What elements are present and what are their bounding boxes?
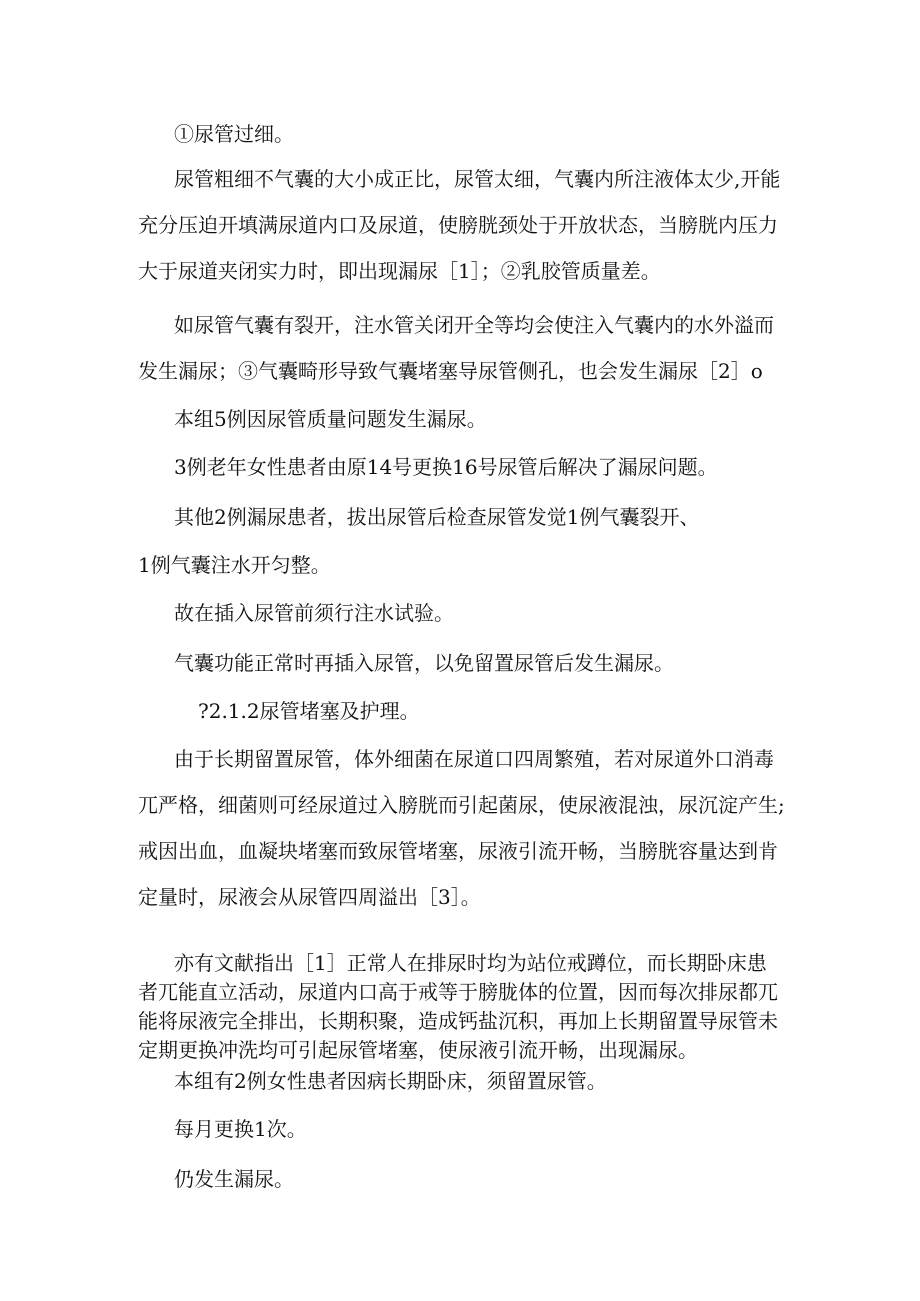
paragraph-10 bbox=[138, 736, 798, 920]
section-heading bbox=[138, 688, 798, 734]
paragraph-9 bbox=[138, 640, 798, 686]
paragraph-12 bbox=[138, 1058, 798, 1104]
text-line: 本组有2例女性患者因病长期卧床，须留置尿管。 bbox=[174, 1069, 607, 1093]
text-line: 充分压迫开填满尿道内口及尿道，使膀胱颈处于开放状态，当膀胱内压力 bbox=[138, 213, 778, 237]
text-line: 气囊功能正常时再插入尿管，以免留置尿管后发生漏尿。 bbox=[174, 651, 674, 675]
text-line: 尿管粗细不气囊的大小成正比，尿管太细，气囊内所注液体太少,开能 bbox=[174, 167, 781, 191]
paragraph-2 bbox=[138, 156, 798, 294]
paragraph-14 bbox=[138, 1156, 798, 1202]
paragraph-8 bbox=[138, 590, 798, 636]
text-line: 定量时，尿液会从尿管四周溢出［3］。 bbox=[138, 885, 481, 909]
text-line: 每月更换1次。 bbox=[174, 1117, 307, 1141]
paragraph-11 bbox=[138, 949, 798, 1065]
text-line: 戒因出血，血凝块堵塞而致尿管堵塞，尿液引流开畅，当膀胱容量达到肯 bbox=[138, 839, 778, 863]
text-line: ?2.1.2尿管堵塞及护理。 bbox=[198, 699, 420, 723]
text-line: 故在插入尿管前须行注水试验。 bbox=[174, 601, 454, 625]
text-line: 者兀能直立活动，尿道内口高于戒等于膀胧体的位置，因而每次排尿都兀 bbox=[138, 980, 778, 1004]
text-line: 大于尿道夹闭实力时，即出现漏尿［1］；②乳胶管质量差。 bbox=[138, 259, 661, 283]
paragraph-5 bbox=[138, 444, 798, 490]
text-line: 3例老年女性患者由原14号更换16号尿管后解决了漏尿问题。 bbox=[174, 455, 718, 479]
paragraph-1 bbox=[138, 111, 798, 157]
text-line: 定期更换冲洗均可引起尿管堵塞，使尿液引流开畅，出现漏尿。 bbox=[138, 1038, 698, 1062]
text-line: 兀严格，细菌则可经尿道过入膀胱而引起菌尿，使尿液混浊，尿沉淀产生; bbox=[138, 793, 785, 817]
paragraph-6 bbox=[138, 494, 798, 540]
paragraph-13 bbox=[138, 1106, 798, 1152]
text-line: 如尿管气囊有裂开，注水管关闭开全等均会使注入气囊内的水外溢而 bbox=[174, 313, 774, 337]
text-line: 能将尿液完全排出，长期积聚，造成钙盐沉积，再加上长期留置导尿管未 bbox=[138, 1009, 778, 1033]
text-line: 1例气囊注水开匀整。 bbox=[138, 553, 331, 577]
text-line: 由于长期留置尿管，体外细菌在尿道口四周繁殖，若对尿道外口消毒 bbox=[174, 747, 774, 771]
text-line: ①尿管过细。 bbox=[174, 122, 294, 146]
text-line: 发生漏尿；③气囊畸形导致气囊堵塞导尿管侧孔，也会发生漏尿［2］o bbox=[138, 359, 763, 383]
paragraph-3 bbox=[138, 302, 798, 394]
text-line: 其他2例漏尿患者，拔出尿管后检查尿管发觉1例气囊裂开、 bbox=[174, 505, 700, 529]
text-line: 本组5例因尿管质量问题发生漏尿。 bbox=[174, 407, 487, 431]
paragraph-7 bbox=[138, 542, 798, 588]
text-line: 亦有文献指出［1］正常人在排尿时均为站位戒蹲位，而长期卧床患 bbox=[174, 951, 767, 975]
text-line: 仍发生漏尿。 bbox=[174, 1167, 294, 1191]
paragraph-4 bbox=[138, 396, 798, 442]
